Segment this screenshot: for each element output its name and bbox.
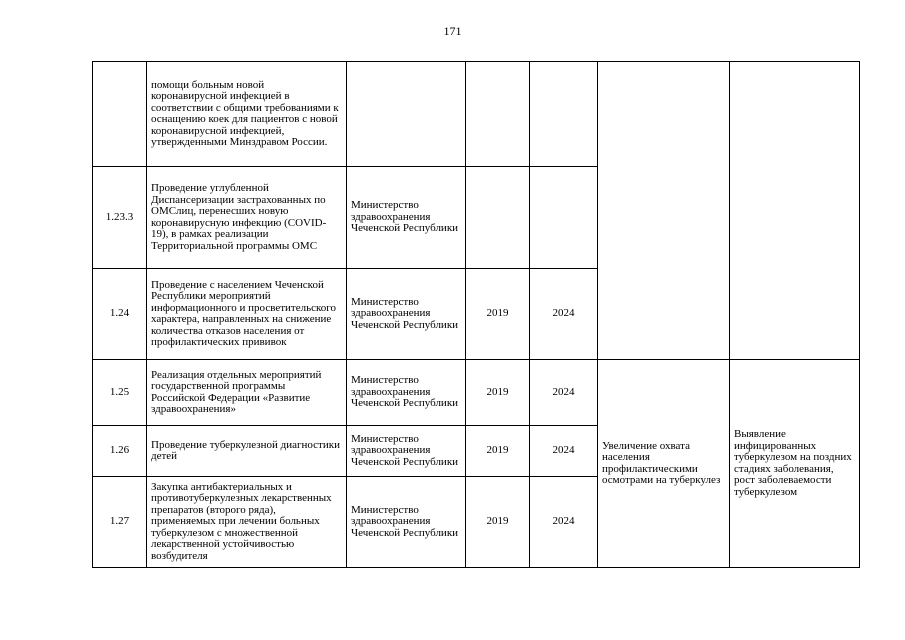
start-year	[466, 167, 530, 269]
start-year	[466, 62, 530, 167]
start-year: 2019	[466, 269, 530, 360]
executor: Министерство здравоохранения Чеченской Республики	[347, 167, 466, 269]
event-description: помощи больным новой коронавирусной инфекцией в соответствии с общими требованиями к оснащению коек для пациентов с новой коронавирусной инфекцией, утвержденными Минздравом России.	[147, 62, 347, 167]
executor: Министерство здравоохранения Чеченской Республики	[347, 269, 466, 360]
row-number: 1.24	[93, 269, 147, 360]
executor: Министерство здравоохранения Чеченской Республики	[347, 477, 466, 568]
end-year: 2024	[530, 477, 598, 568]
page-number: 171	[443, 24, 462, 38]
executor: Министерство здравоохранения Чеченской Республики	[347, 426, 466, 477]
row-number: 1.27	[93, 477, 147, 568]
start-year: 2019	[466, 426, 530, 477]
end-year	[530, 62, 598, 167]
measures-table	[92, 61, 860, 568]
end-year: 2024	[530, 269, 598, 360]
end-year	[530, 167, 598, 269]
table-row	[93, 62, 860, 167]
end-year: 2024	[530, 426, 598, 477]
expected-result-cell-upper	[598, 62, 730, 360]
executor: Министерство здравоохранения Чеченской Республики	[347, 360, 466, 426]
consequence-of-non-implementation: Выявление инфицированных туберкулезом на поздних стадиях заболевания, рост заболеваемости туберкулезом	[730, 360, 860, 568]
row-number: 1.23.3	[93, 167, 147, 269]
table-row	[93, 360, 860, 426]
end-year: 2024	[530, 360, 598, 426]
row-number	[93, 62, 147, 167]
event-description: Проведение туберкулезной диагностики детей	[147, 426, 347, 477]
start-year: 2019	[466, 360, 530, 426]
expected-result: Увеличение охвата населения профилактическими осмотрами на туберкулез	[598, 360, 730, 568]
event-description: Проведение углубленной Диспансеризации застрахованных по ОМСлиц, перенесших новую коронавирусную инфекцию (COVID-19), в рамках реализации Территориальной программы ОМС	[147, 167, 347, 269]
executor	[347, 62, 466, 167]
event-description: Закупка антибактериальных и противотуберкулезных лекарственных препаратов (второго ряда), применяемых при лечении больных туберкулезом с множественной лекарственной устойчивостью возбудителя	[147, 477, 347, 568]
row-number: 1.26	[93, 426, 147, 477]
start-year: 2019	[466, 477, 530, 568]
event-description: Проведение с населением Чеченской Республики мероприятий информационного и просветительского характера, направленных на снижение количества отказов населения от профилактических прививок	[147, 269, 347, 360]
event-description: Реализация отдельных мероприятий государственной программы Российской Федерации «Развитие здравоохранения»	[147, 360, 347, 426]
row-number: 1.25	[93, 360, 147, 426]
consequence-cell-upper	[730, 62, 860, 360]
